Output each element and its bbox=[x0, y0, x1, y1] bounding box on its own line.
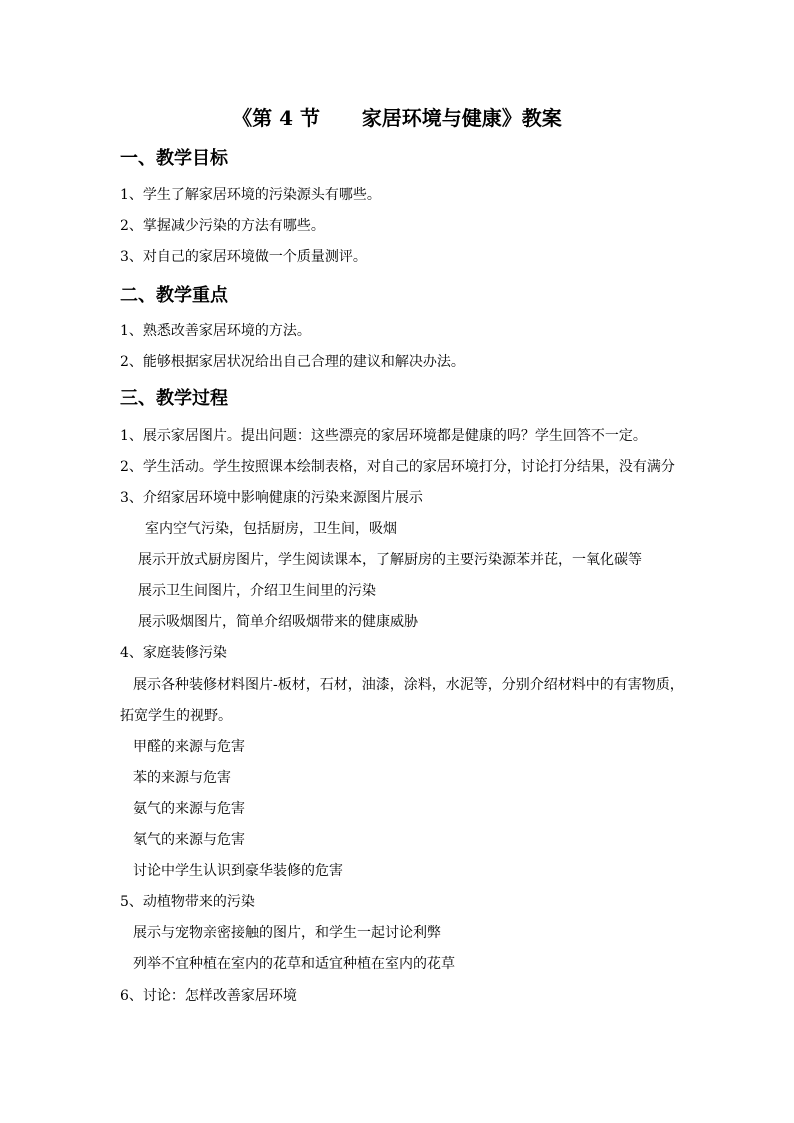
process-line: 列举不宜种植在室内的花草和适宜种植在室内的花草 bbox=[133, 956, 455, 972]
process-line: 展示吸烟图片，简单介绍吸烟带来的健康威胁 bbox=[138, 614, 418, 630]
process-line: 3、介绍家居环境中影响健康的污染来源图片展示 bbox=[120, 490, 423, 506]
process-line: 4、家庭装修污染 bbox=[120, 645, 227, 661]
process-line: 氡气的来源与危害 bbox=[133, 832, 245, 848]
process-line: 2、学生活动。学生按照课本绘制表格，对自己的家居环境打分，讨论打分结果，没有满分 bbox=[120, 459, 675, 475]
focus-item-1: 1、熟悉改善家居环境的方法。 bbox=[120, 323, 311, 339]
goal-item-1: 1、学生了解家居环境的污染源头有哪些。 bbox=[120, 187, 381, 203]
section-heading-process: 三、教学过程 bbox=[120, 388, 228, 409]
process-line: 室内空气污染，包括厨房，卫生间，吸烟 bbox=[145, 521, 397, 537]
process-line: 5、动植物带来的污染 bbox=[120, 894, 255, 910]
focus-item-2: 2、能够根据家居状况给出自己合理的建议和解决办法。 bbox=[120, 354, 465, 370]
process-line: 6、讨论：怎样改善家居环境 bbox=[120, 988, 297, 1004]
goal-item-2: 2、掌握减少污染的方法有哪些。 bbox=[120, 218, 325, 234]
goal-item-3: 3、对自己的家居环境做一个质量测评。 bbox=[120, 249, 367, 265]
process-line: 展示开放式厨房图片，学生阅读课本，了解厨房的主要污染源苯并芘，一氧化碳等 bbox=[138, 552, 642, 568]
process-line: 1、展示家居图片。提出问题：这些漂亮的家居环境都是健康的吗？学生回答不一定。 bbox=[120, 428, 647, 444]
process-line: 展示各种装修材料图片-板材，石材，油漆，涂料，水泥等，分别介绍材料中的有害物质， bbox=[133, 677, 684, 693]
process-line: 苯的来源与危害 bbox=[133, 770, 231, 786]
process-line: 甲醛的来源与危害 bbox=[133, 739, 245, 755]
section-heading-focus: 二、教学重点 bbox=[120, 285, 228, 306]
process-line: 展示与宠物亲密接触的图片，和学生一起讨论利弊 bbox=[133, 925, 441, 941]
process-line: 展示卫生间图片，介绍卫生间里的污染 bbox=[138, 583, 376, 599]
process-line: 氨气的来源与危害 bbox=[133, 801, 245, 817]
process-line: 讨论中学生认识到豪华装修的危害 bbox=[133, 863, 343, 879]
document-title: 《第 4 节 家居环境与健康》教案 bbox=[232, 106, 562, 130]
section-heading-goals: 一、教学目标 bbox=[120, 148, 228, 169]
process-line: 拓宽学生的视野。 bbox=[120, 708, 232, 724]
